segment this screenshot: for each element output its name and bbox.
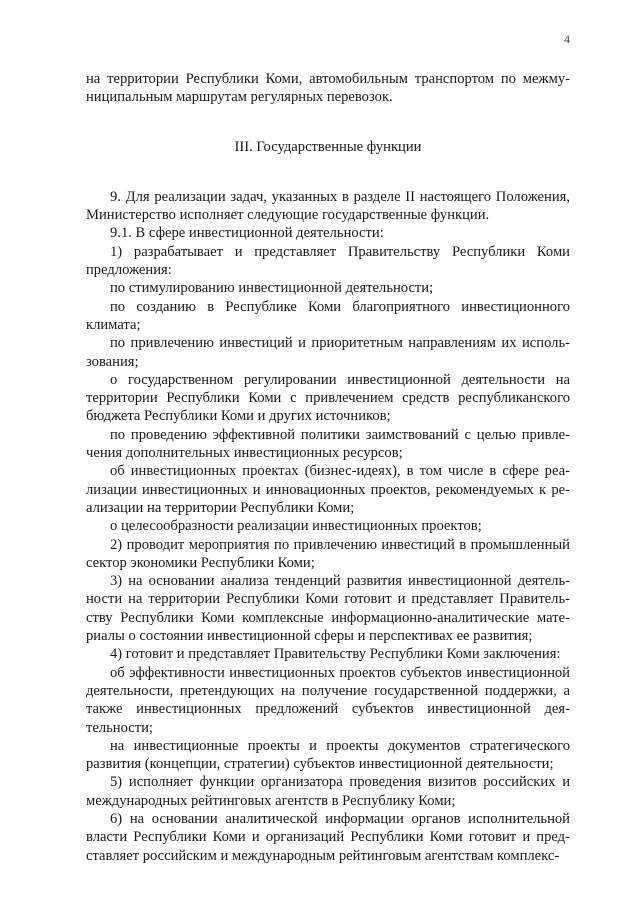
paragraph: 4) готовит и представляет Правительству Республики Коми заключения: xyxy=(110,646,561,663)
paragraph: 9. Для реализации задач, указанных в разделе II настоящего Положения, Министерство исполняет следующие государственные функции. xyxy=(86,188,570,224)
page-number: 4 xyxy=(564,32,570,46)
paragraph: об эффективности инвестиционных проектов субъектов инвестиционной деятельности, претендующих на получение государственной поддержки, а также инвестиционных предложений субъектов инвестиционной деятельности; xyxy=(86,664,570,736)
paragraph: 1) разрабатывает и представляет Правительству Республики Коми предложения: xyxy=(86,243,570,279)
paragraph: 2) проводит мероприятия по привлечению инвестиций в промышленный сектор экономики Республики Коми; xyxy=(86,536,570,571)
paragraph: 6) на основании аналитической информации органов исполнительной власти Республики Коми и организаций Республики Коми готовит и представляет российским и международным рейтинговым агентствам комплекс- xyxy=(86,810,570,864)
paragraph: 3) на основании анализа тенденций развития инвестиционной деятельности на территории Республики Коми готовит и представляет Правительству Республики Коми комплексные информационно-аналитические материалы о состоянии инвестиционной сферы и перспективах ее развития; xyxy=(86,573,570,645)
paragraph: об инвестиционных проектах (бизнес-идеях), в том числе в сфере реализации инвестиционных и инновационных проектов, рекомендуемых к реализации на территории Республики Коми; xyxy=(86,463,570,516)
paragraph: о целесообразности реализации инвестиционных проектов; xyxy=(110,518,482,535)
paragraph: на инвестиционные проекты и проекты документов стратегического развития (концепции, стратегии) субъектов инвестиционной деятельности; xyxy=(86,737,570,773)
paragraph: 9.1. В сфере инвестиционной деятельности: xyxy=(110,225,384,242)
paragraph: по привлечению инвестиций и приоритетным направлениям их использования; xyxy=(86,335,570,370)
paragraph: по созданию в Республике Коми благоприятного инвестиционного климата; xyxy=(86,298,570,333)
paragraph: 5) исполняет функции организатора проведения визитов российских и международных рейтинговых агентств в Республику Коми; xyxy=(86,774,570,809)
paragraph: на территории Республики Коми, автомобильным транспортом по межмуниципальным маршрутам регулярных перевозок. xyxy=(86,71,570,106)
paragraph: по проведению эффективной политики заимствований с целью привлечения дополнительных инвестиционных ресурсов; xyxy=(86,426,570,462)
document-body xyxy=(86,70,570,865)
section-heading: III. Государственные функции xyxy=(234,138,422,155)
paragraph: о государственном регулировании инвестиционной деятельности на территории Республики Коми с привлечением средств республиканского бюджета Республики Коми и других источников; xyxy=(86,371,570,425)
paragraph: по стимулированию инвестиционной деятельности; xyxy=(110,280,434,297)
